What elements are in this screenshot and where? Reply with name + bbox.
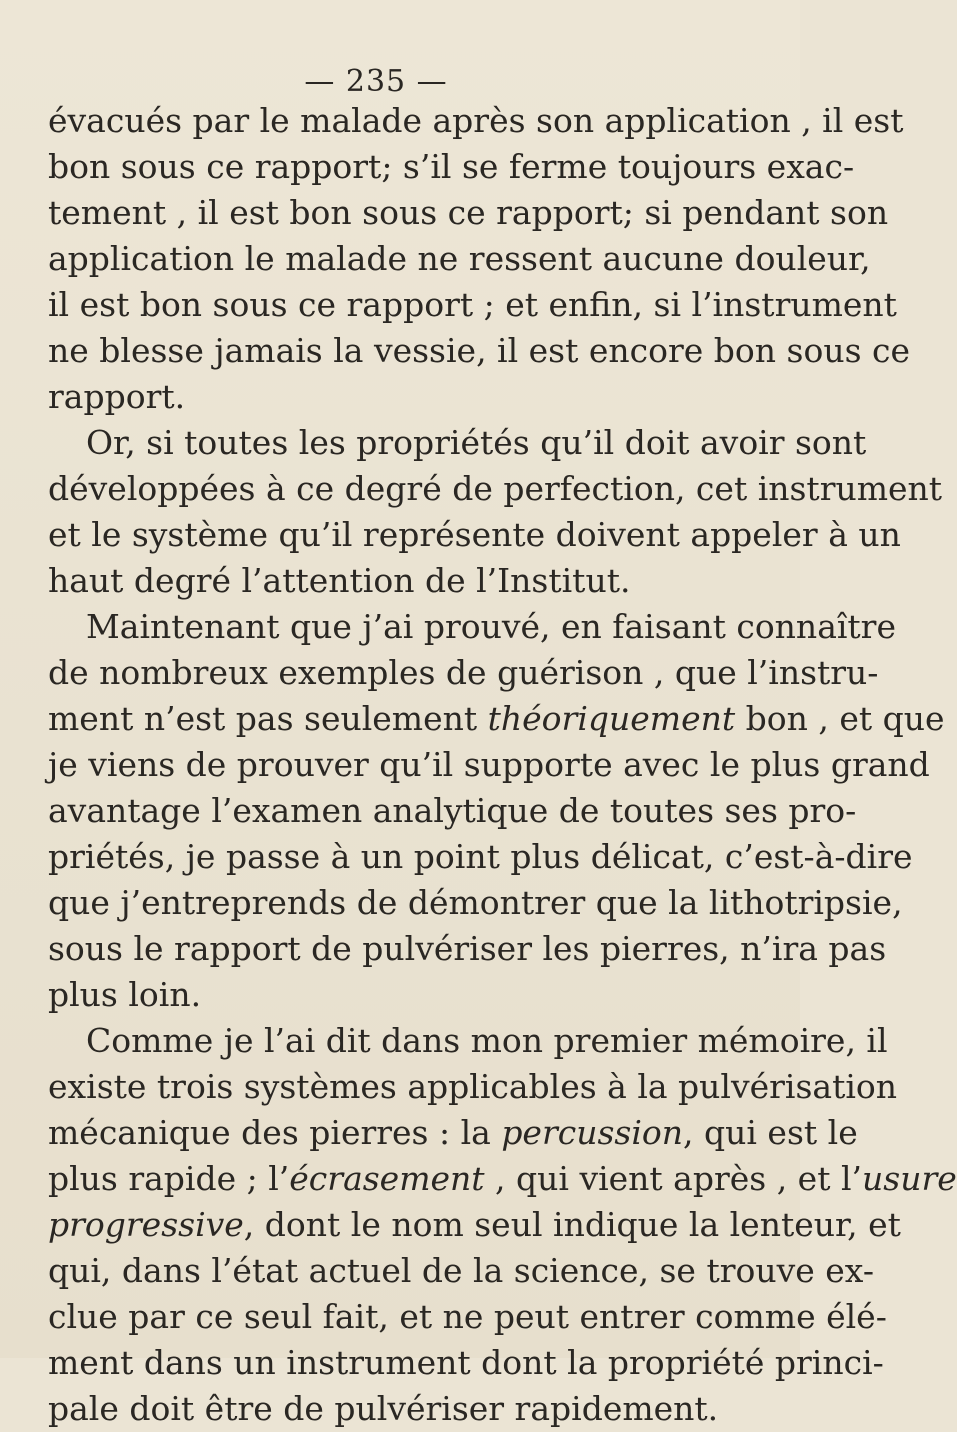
text-line [48, 558, 760, 604]
page-number: — 235 — [304, 64, 448, 99]
line-text: et le système qu’il représente doivent appeler à un [48, 515, 901, 554]
line-text: Or, si toutes les propriétés qu’il doit avoir sont [86, 423, 867, 462]
text-line [48, 1294, 887, 1340]
line-text: que j’entreprends de démontrer que la lithotripsie, [48, 883, 903, 922]
text-line [48, 512, 901, 558]
text-line [48, 604, 896, 650]
text-line [48, 1386, 760, 1432]
line-text: existe trois systèmes applicables à la pulvérisation [48, 1067, 898, 1106]
body-text [48, 98, 957, 1432]
text-line [48, 420, 867, 466]
line-text: application le malade ne ressent aucune douleur, [48, 239, 871, 278]
line-text: de nombreux exemples de guérison , que l’instru- [48, 653, 879, 692]
text-line [48, 328, 911, 374]
text-line [48, 190, 889, 236]
line-text: qui, dans l’état actuel de la science, se trouve ex- [48, 1251, 874, 1290]
line-text: rapport. [48, 377, 186, 416]
text-line [48, 1156, 957, 1202]
line-text: , qui est le [683, 1113, 858, 1152]
text-line [48, 1110, 858, 1156]
text-line [48, 1340, 884, 1386]
text-line [48, 236, 871, 282]
text-line [48, 788, 857, 834]
line-text: ne blesse jamais la vessie, il est encore bon sous ce [48, 331, 911, 370]
text-line [48, 926, 887, 972]
text-line [48, 1018, 888, 1064]
italic-text: percussion [501, 1113, 684, 1152]
text-line [48, 98, 904, 144]
text-line [48, 374, 760, 420]
text-line [48, 1064, 898, 1110]
line-text: ment n’est pas seulement [48, 699, 488, 738]
line-text: développées à ce degré de perfection, cet instrument [48, 469, 943, 508]
line-text: il est bon sous ce rapport ; et enfin, si l’instrument [48, 285, 897, 324]
text-line [48, 834, 913, 880]
italic-text: écrasement [289, 1159, 485, 1198]
text-line [48, 972, 760, 1018]
line-text: mécanique des pierres : la [48, 1113, 502, 1152]
text-line [48, 696, 945, 742]
line-text: , qui vient après , et l’ [484, 1159, 863, 1198]
text-line [48, 466, 943, 512]
line-text: haut degré l’attention de l’Institut. [48, 561, 631, 600]
text-line [48, 1248, 874, 1294]
line-text: avantage l’examen analytique de toutes ses pro- [48, 791, 857, 830]
line-text: pale doit être de pulvériser rapidement. [48, 1389, 719, 1428]
line-text: ment dans un instrument dont la propriété princi- [48, 1343, 884, 1382]
line-text: , dont le nom seul indique la lenteur, et [243, 1205, 901, 1244]
line-text: priétés, je passe à un point plus délicat, c’est-à-dire [48, 837, 913, 876]
line-text: plus loin. [48, 975, 202, 1014]
line-text: bon , et que [735, 699, 945, 738]
italic-text: progressive [48, 1205, 244, 1244]
line-text: plus rapide ; l’ [48, 1159, 290, 1198]
italic-text: usure [862, 1159, 957, 1198]
line-text: je viens de prouver qu’il supporte avec le plus grand [48, 745, 930, 784]
text-line [48, 144, 855, 190]
text-line [48, 650, 879, 696]
line-text: sous le rapport de pulvériser les pierres, n’ira pas [48, 929, 887, 968]
line-text: Comme je l’ai dit dans mon premier mémoire, il [86, 1021, 888, 1060]
line-text: Maintenant que j’ai prouvé, en faisant connaître [86, 607, 896, 646]
text-line [48, 282, 897, 328]
text-line [48, 880, 903, 926]
line-text: bon sous ce rapport; s’il se ferme toujours exac- [48, 147, 855, 186]
line-text: tement , il est bon sous ce rapport; si pendant son [48, 193, 889, 232]
line-text: évacués par le malade après son application , il est [48, 101, 904, 140]
italic-text: théoriquement [487, 699, 736, 738]
text-line [48, 742, 930, 788]
text-line [48, 1202, 901, 1248]
line-text: clue par ce seul fait, et ne peut entrer comme élé- [48, 1297, 887, 1336]
